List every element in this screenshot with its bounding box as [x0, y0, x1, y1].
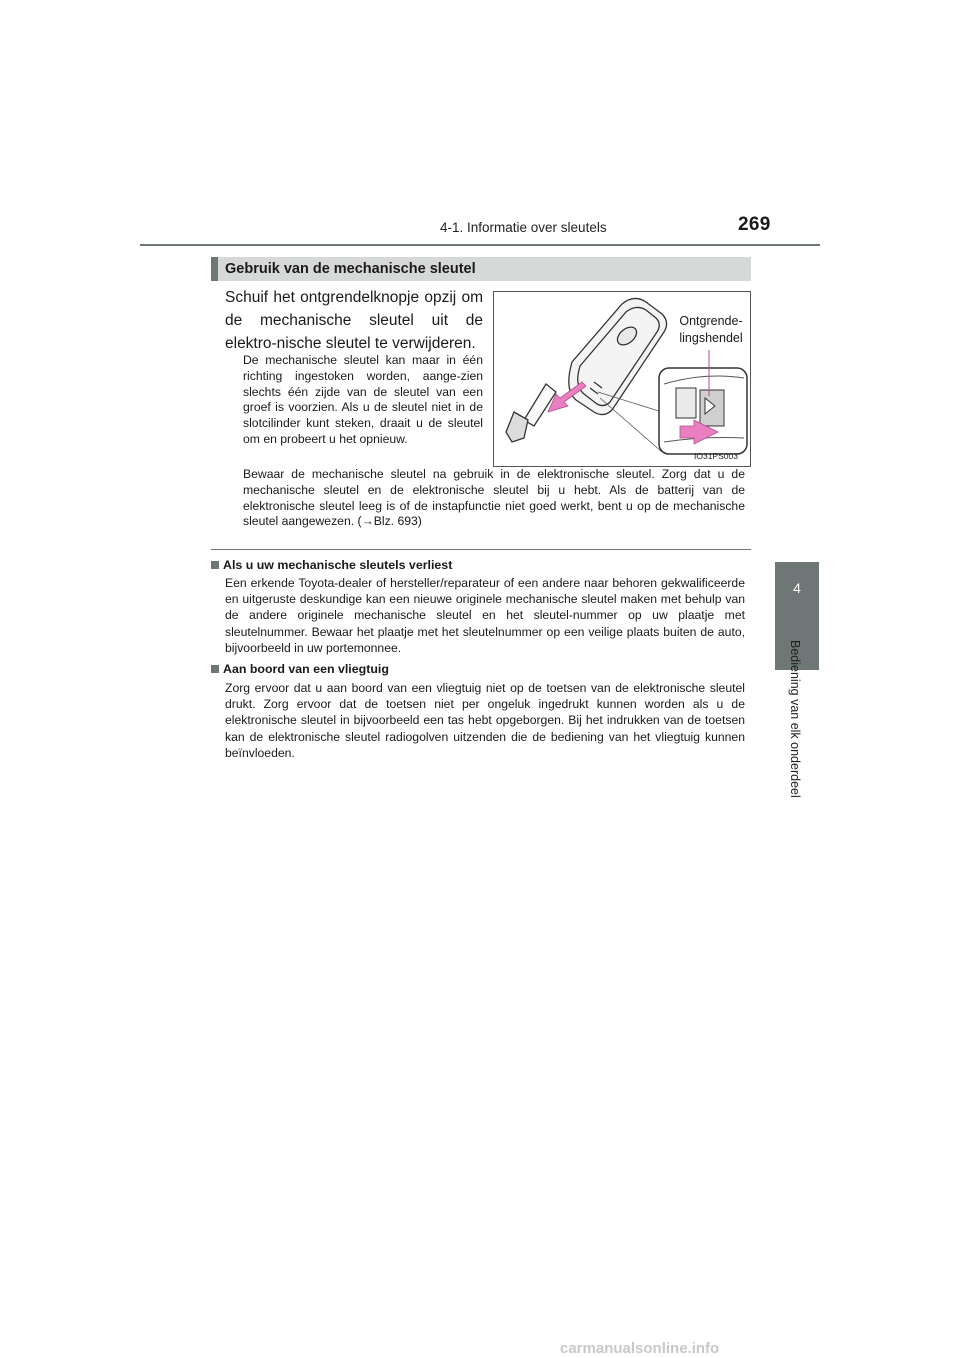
electronic-key-icon [569, 298, 667, 414]
mechanical-key-icon [506, 384, 556, 442]
section-divider [211, 549, 751, 550]
figure-code: IO31PS003 [694, 451, 738, 461]
page-number: 269 [738, 214, 771, 235]
inset-detail [659, 368, 747, 454]
section-heading-accent [211, 257, 218, 281]
bullet-square-icon [211, 561, 219, 569]
chapter-number: 4 [793, 580, 801, 596]
subsection-body-lost-keys: Een erkende Toyota-dealer of hersteller/reparateur of een andere naar behoren gekwalificeerde en uitgeruste deskundige kan een nieuwe originele mechanische sleutel maken met behulp van de andere originele mechanische sleutel en het sleutel-nummer op uw plaatje met sleutelnummer. Bewaar het plaatje met het sleutelnummer op een veilige plaats buiten de auto, bijvoorbeeld in uw portemonnee. [225, 576, 745, 655]
figure-label-line2: lingshendel [679, 331, 743, 345]
subsection-heading-airplane [211, 662, 389, 676]
bullet-square-icon [211, 665, 219, 673]
subsection-heading-text: Als u uw mechanische sleutels verliest [223, 558, 453, 572]
running-header-section: 4-1. Informatie over sleutels [440, 220, 607, 235]
note-key-storage: Bewaar de mechanische sleutel na gebruik in de elektronische sleutel. Zorg dat u de mechanische sleutel en de elektronische sleutel bij u hebt. Als de batterij van de elektronische sleutel leeg is of de instapfunctie niet goed werkt, bent u op de mechanische sleutel aangewezen. (→Blz. 693) [243, 467, 745, 529]
subsection-body-airplane: Zorg ervoor dat u aan boord van een vliegtuig niet op de toetsen van de elektronische sleutel drukt. Zorg ervoor dat de toetsen niet per ongeluk ingedrukt kunnen worden als u de elektronische sleutel in bijvoorbeeld een tas hebt opgeborgen. Bij het indrukken van de toetsen kan de elektronische sleutel radiogolven uitzenden die de bediening van het vliegtuig kunnen beïnvloeden. [225, 681, 745, 760]
subsection-heading-lost-keys [211, 558, 452, 572]
note-key-orientation: De mechanische sleutel kan maar in één richting ingestoken worden, aange-zien slechts één zijde van de sleutel van een groef is voorzien. Als u de sleutel niet in de slotcilinder kunt steken, draait u de sleutel om en probeert u het opnieuw. [243, 353, 483, 446]
subsection-heading-text: Aan boord van een vliegtuig [223, 662, 389, 676]
figure-label-release-lever [666, 313, 756, 347]
header-divider [140, 244, 820, 246]
chapter-title: Bediening van elk onderdeel [788, 640, 802, 798]
watermark: carmanualsonline.info [560, 1340, 720, 1357]
section-title: Gebruik van de mechanische sleutel [225, 261, 476, 277]
figure-label-line1: Ontgrende- [679, 314, 743, 328]
instruction-text: Schuif het ontgrendelknopje opzij om de mechanische sleutel uit de elektro-nische sleutel te verwijderen. [225, 289, 483, 352]
